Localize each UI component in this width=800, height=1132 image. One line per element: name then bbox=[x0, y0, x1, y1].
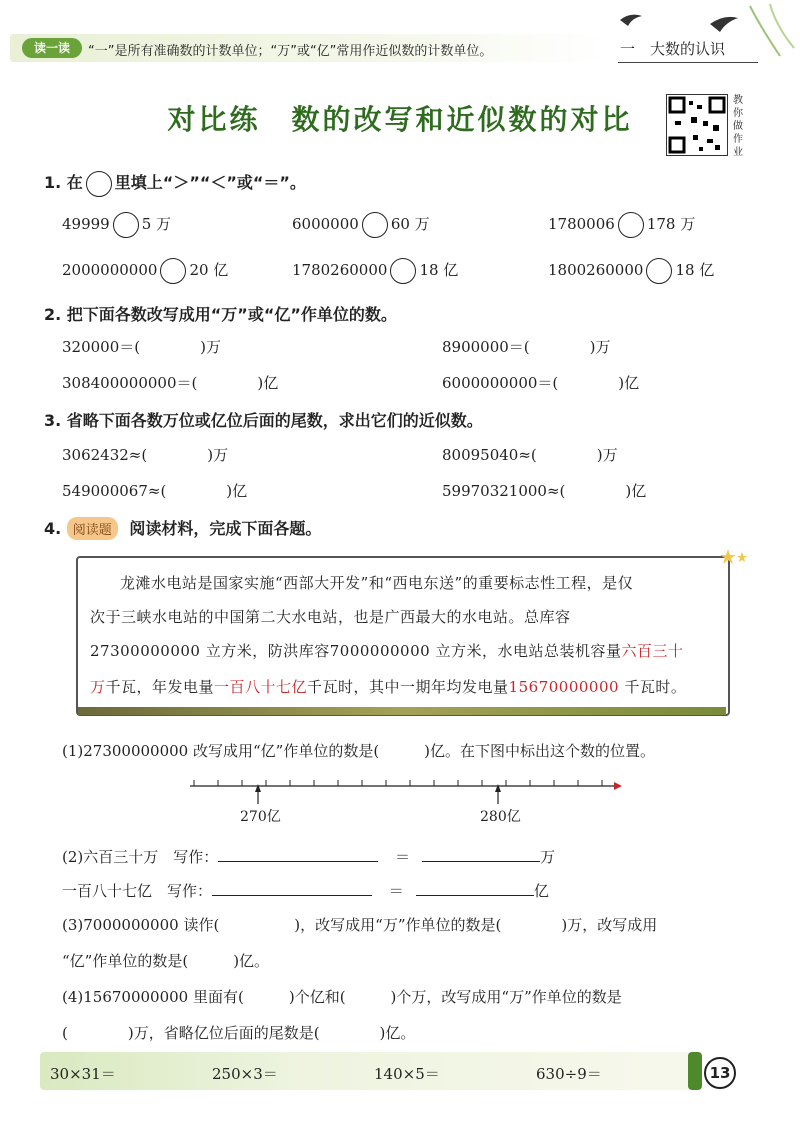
sub-question-2a bbox=[62, 846, 555, 867]
q1-item bbox=[62, 258, 228, 284]
highlight-text: 六百三十 bbox=[621, 642, 684, 660]
equals-sign: ＝ bbox=[395, 848, 411, 866]
answer-blank[interactable] bbox=[218, 860, 378, 862]
passage-text: 千瓦时。 bbox=[619, 678, 687, 696]
q2-heading: 2. 把下面各数改写成用“万”或“亿”作单位的数。 bbox=[44, 305, 397, 324]
q1-right: 60 万 bbox=[390, 215, 430, 233]
label-text: (2)六百三十万 写作： bbox=[62, 848, 219, 866]
passage-line bbox=[90, 640, 683, 661]
star-icon bbox=[720, 548, 750, 568]
read-badge: 读一读 bbox=[22, 38, 82, 58]
q1-right: 178 万 bbox=[646, 215, 696, 233]
chapter-underline bbox=[618, 62, 758, 63]
q1-item bbox=[292, 212, 430, 238]
mental-calc[interactable]: 630÷9＝ bbox=[536, 1065, 602, 1083]
qr-label-char: 你 bbox=[733, 108, 743, 119]
q3-item[interactable]: 549000067≈( )亿 bbox=[62, 482, 248, 500]
passage-text: 千瓦，年发电量 bbox=[105, 678, 215, 696]
passage-line: 次于三峡水电站的中国第二大水电站，也是广西最大的水电站。总库容 bbox=[90, 608, 571, 626]
q1-heading bbox=[44, 170, 306, 197]
swallow-decoration-icon bbox=[600, 0, 800, 60]
tick-arrow-icon bbox=[495, 784, 501, 792]
qr-label-char: 做 bbox=[733, 121, 743, 132]
equals-sign: ＝ bbox=[388, 882, 404, 900]
passage-bottom-bar bbox=[78, 707, 726, 715]
highlight-text: 万 bbox=[90, 678, 106, 696]
q1-left: 1800260000 bbox=[548, 261, 644, 279]
answer-circle[interactable] bbox=[113, 212, 139, 238]
q1-right: 20 亿 bbox=[189, 261, 229, 279]
answer-circle[interactable] bbox=[160, 258, 186, 284]
answer-circle[interactable] bbox=[618, 212, 644, 238]
unit-text: 万 bbox=[540, 848, 556, 866]
number-line-ticks bbox=[194, 780, 602, 786]
reading-tag: 阅读题 bbox=[67, 517, 118, 540]
page-title: 对比练 数的改写和近似数的对比 bbox=[167, 103, 633, 136]
q1-item bbox=[548, 212, 695, 238]
q1-right: 18 亿 bbox=[419, 261, 459, 279]
q1-right: 5 万 bbox=[141, 215, 172, 233]
mental-calc[interactable]: 140×5＝ bbox=[374, 1065, 440, 1083]
sub-question-3a[interactable]: (3)7000000000 读作( )，改写成用“万”作单位的数是( )万，改写成用 bbox=[62, 916, 658, 934]
qr-label-char: 教 bbox=[733, 95, 743, 106]
answer-blank[interactable] bbox=[212, 894, 372, 896]
footer-tab bbox=[688, 1052, 702, 1090]
q1-left: 6000000 bbox=[292, 215, 359, 233]
q3-item[interactable]: 59970321000≈( )亿 bbox=[442, 482, 647, 500]
q3-heading: 3. 省略下面各数万位或亿位后面的尾数，求出它们的近似数。 bbox=[44, 411, 483, 430]
qr-code-icon[interactable] bbox=[666, 94, 728, 156]
mental-calc[interactable]: 250×3＝ bbox=[212, 1065, 278, 1083]
q1-item bbox=[292, 258, 458, 284]
q1-left: 49999 bbox=[62, 215, 110, 233]
header-tip: “一”是所有准确数的计数单位；“万”或“亿”常用作近似数的计数单位。 bbox=[88, 44, 493, 59]
passage-line bbox=[90, 676, 686, 697]
mental-calc[interactable]: 30×31＝ bbox=[50, 1065, 116, 1083]
q4-heading bbox=[44, 516, 321, 540]
q1-head-tail: 里填上“＞”“＜”或“＝”。 bbox=[114, 173, 306, 192]
axis-label: 270亿 bbox=[240, 809, 281, 825]
qr-label-char: 业 bbox=[733, 147, 743, 158]
q1-left: 2000000000 bbox=[62, 261, 158, 279]
q1-left: 1780006 bbox=[548, 215, 615, 233]
q1-head-text: 1. 在 bbox=[44, 173, 83, 192]
q1-left: 1780260000 bbox=[292, 261, 388, 279]
sub-question-4a[interactable]: (4)15670000000 里面有( )个亿和( )个万，改写成用“万”作单位的数是 bbox=[62, 988, 622, 1006]
label-text: 一百八十七亿 写作： bbox=[62, 882, 213, 900]
chapter-title: 一 大数的认识 bbox=[620, 40, 726, 58]
circle-icon bbox=[86, 171, 112, 197]
q3-item[interactable]: 3062432≈( )万 bbox=[62, 446, 229, 464]
q1-item bbox=[548, 258, 714, 284]
passage-text: 27300000000 立方米，防洪库容7000000000 立方米，水电站总装机容量 bbox=[90, 642, 622, 660]
q2-item[interactable]: 6000000000＝( )亿 bbox=[442, 374, 640, 392]
unit-text: 亿 bbox=[533, 882, 549, 900]
passage-line: 龙滩水电站是国家实施“西部大开发”和“西电东送”的重要标志性工程，是仅 bbox=[120, 574, 634, 592]
page-number: 13 bbox=[704, 1057, 736, 1089]
answer-blank[interactable] bbox=[416, 894, 534, 896]
q2-item[interactable]: 308400000000＝( )亿 bbox=[62, 374, 279, 392]
qr-pattern-icon bbox=[667, 95, 727, 155]
q1-item bbox=[62, 212, 171, 238]
answer-circle[interactable] bbox=[390, 258, 416, 284]
sub-question-3b[interactable]: “亿”作单位的数是( )亿。 bbox=[62, 952, 270, 970]
q2-item[interactable]: 8900000＝( )万 bbox=[442, 338, 611, 356]
q4-head-text: 阅读材料，完成下面各题。 bbox=[129, 519, 322, 538]
sub-question-2b bbox=[62, 880, 549, 901]
highlight-text: 15670000000 bbox=[508, 678, 620, 696]
sub-question-1[interactable]: (1)27300000000 改写成用“亿”作单位的数是( )亿。在下图中标出这个数的位置。 bbox=[62, 742, 656, 760]
tick-arrow-icon bbox=[255, 784, 261, 792]
highlight-text: 一百八十七亿 bbox=[214, 678, 308, 696]
q1-right: 18 亿 bbox=[675, 261, 715, 279]
arrow-head-icon bbox=[614, 782, 622, 790]
qr-label-char: 作 bbox=[733, 134, 743, 145]
answer-blank[interactable] bbox=[422, 860, 540, 862]
qr-label bbox=[733, 94, 747, 159]
number-line[interactable] bbox=[186, 770, 626, 810]
passage-text: 千瓦时，其中一期年均发电量 bbox=[307, 678, 509, 696]
axis-label: 280亿 bbox=[480, 809, 521, 825]
sub-question-4b[interactable]: ( )万，省略亿位后面的尾数是( )亿。 bbox=[62, 1024, 416, 1042]
q2-item[interactable]: 320000＝( )万 bbox=[62, 338, 221, 356]
q3-item[interactable]: 80095040≈( )万 bbox=[442, 446, 618, 464]
answer-circle[interactable] bbox=[362, 212, 388, 238]
q4-number: 4. bbox=[44, 519, 62, 538]
answer-circle[interactable] bbox=[646, 258, 672, 284]
